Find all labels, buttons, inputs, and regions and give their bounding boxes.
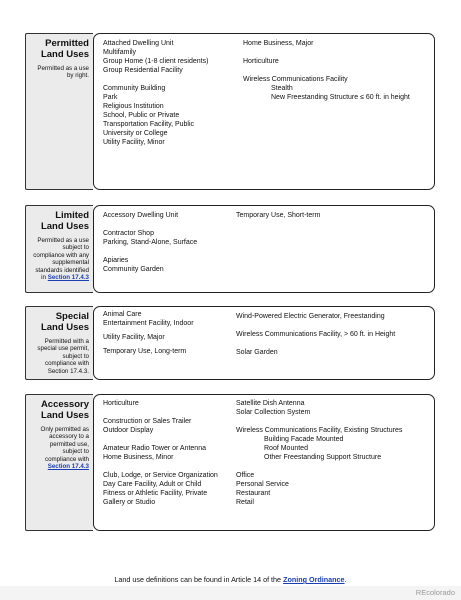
list-item: Outdoor Display bbox=[103, 427, 154, 434]
list-item: Office bbox=[236, 472, 255, 479]
list-item: Temporary Use, Short-term bbox=[236, 212, 321, 219]
list-item: Park bbox=[103, 94, 118, 101]
permitted-title: Permitted Land Uses bbox=[40, 38, 89, 60]
list-item: Wireless Communications Facility, > 60 ft. in Height bbox=[236, 331, 396, 338]
list-item: Construction or Sales Trailer bbox=[103, 418, 192, 425]
accessory-col1 bbox=[103, 399, 218, 507]
special-section bbox=[25, 306, 435, 380]
list-item: Parking, Stand-Alone, Surface bbox=[103, 239, 198, 246]
list-item: Fitness or Athletic Facility, Private bbox=[103, 490, 208, 497]
limited-sidebar bbox=[25, 205, 93, 293]
zoning-ordinance-link[interactable]: Zoning Ordinance bbox=[283, 575, 345, 584]
list-item: Group Home (1-8 client residents) bbox=[103, 58, 209, 65]
list-item: Day Care Facility, Adult or Child bbox=[103, 481, 202, 488]
list-item: Attached Dwelling Unit bbox=[103, 40, 174, 47]
permitted-content bbox=[93, 33, 435, 190]
list-item: Satellite Dish Antenna bbox=[236, 400, 305, 407]
list-item: Gallery or Studio bbox=[103, 499, 156, 506]
list-item: Horticulture bbox=[103, 400, 139, 407]
special-col2 bbox=[236, 312, 395, 357]
list-item: Animal Care bbox=[103, 311, 142, 318]
list-item: New Freestanding Structure ≤ 60 ft. in height bbox=[271, 94, 410, 101]
list-item: Personal Service bbox=[236, 481, 289, 488]
list-item: Apiaries bbox=[103, 257, 129, 264]
special-description: Permitted with a special use permit, subject to compliance with Section 17.4.3. bbox=[37, 338, 89, 375]
list-item: Group Residential Facility bbox=[103, 67, 183, 74]
list-item: Religious Institution bbox=[103, 103, 164, 110]
accessory-section bbox=[25, 394, 435, 531]
list-item: Club, Lodge, or Service Organization bbox=[103, 472, 218, 479]
list-item: Accessory Dwelling Unit bbox=[103, 212, 179, 219]
section-17-4-3-link[interactable]: Section 17.4.3 bbox=[47, 274, 89, 282]
permitted-section bbox=[25, 33, 435, 190]
special-sidebar bbox=[25, 306, 93, 380]
special-content bbox=[93, 306, 435, 380]
limited-description: Permitted as a use subject to compliance with any supplemental standards identified in Section 17.4.3 bbox=[33, 237, 89, 282]
list-item: Solar Garden bbox=[236, 349, 278, 356]
limited-section bbox=[25, 205, 435, 293]
list-item: Stealth bbox=[271, 85, 293, 92]
bottom-bar bbox=[0, 586, 461, 600]
limited-col1 bbox=[103, 211, 197, 274]
limited-content bbox=[93, 205, 435, 293]
list-item: Contractor Shop bbox=[103, 230, 154, 237]
list-item: Entertainment Facility, Indoor bbox=[103, 320, 194, 327]
permitted-col1 bbox=[103, 39, 208, 147]
list-item: Other Freestanding Support Structure bbox=[264, 454, 382, 461]
list-item: Multifamily bbox=[103, 49, 137, 56]
section-17-4-3-link[interactable]: Section 17.4.3 bbox=[47, 463, 89, 471]
list-item: Home Business, Major bbox=[243, 40, 314, 47]
list-item: Wireless Communications Facility bbox=[243, 76, 348, 83]
list-item: Utility Facility, Major bbox=[103, 334, 165, 341]
list-item: University or College bbox=[103, 130, 168, 137]
accessory-sidebar bbox=[25, 394, 93, 531]
limited-col2 bbox=[236, 211, 320, 220]
list-item: School, Public or Private bbox=[103, 112, 180, 119]
list-item: Horticulture bbox=[243, 58, 279, 65]
accessory-col2 bbox=[236, 399, 402, 507]
list-item: Amateur Radio Tower or Antenna bbox=[103, 445, 206, 452]
list-item: Roof Mounted bbox=[264, 445, 308, 452]
list-item: Temporary Use, Long-term bbox=[103, 348, 187, 355]
list-item: Solar Collection System bbox=[236, 409, 311, 416]
list-item: Transportation Facility, Public bbox=[103, 121, 195, 128]
special-title: Special Land Uses bbox=[40, 311, 89, 333]
list-item: Wind-Powered Electric Generator, Freestanding bbox=[236, 313, 385, 320]
list-item: Retail bbox=[236, 499, 254, 506]
list-item: Restaurant bbox=[236, 490, 271, 497]
permitted-col2 bbox=[243, 39, 410, 102]
footer-note: Land use definitions can be found in Article 14 of the Zoning Ordinance. bbox=[114, 575, 347, 584]
special-col1 bbox=[103, 310, 194, 356]
permitted-description: Permitted as a use by right. bbox=[37, 65, 89, 80]
permitted-sidebar bbox=[25, 33, 93, 190]
accessory-title: Accessory Land Uses bbox=[40, 399, 89, 421]
accessory-description: Only permitted as accessory to a permitted use, subject to compliance with Section 17.4.3 bbox=[40, 426, 89, 471]
list-item: Community Garden bbox=[103, 266, 164, 273]
limited-title: Limited Land Uses bbox=[40, 210, 89, 232]
list-item: Wireless Communications Facility, Existing Structures bbox=[236, 427, 403, 434]
list-item: Utility Facility, Minor bbox=[103, 139, 165, 146]
accessory-content bbox=[93, 394, 435, 531]
list-item: Building Facade Mounted bbox=[264, 436, 344, 443]
watermark: REcolorado bbox=[415, 588, 455, 597]
list-item: Home Business, Minor bbox=[103, 454, 174, 461]
list-item: Community Building bbox=[103, 85, 166, 92]
